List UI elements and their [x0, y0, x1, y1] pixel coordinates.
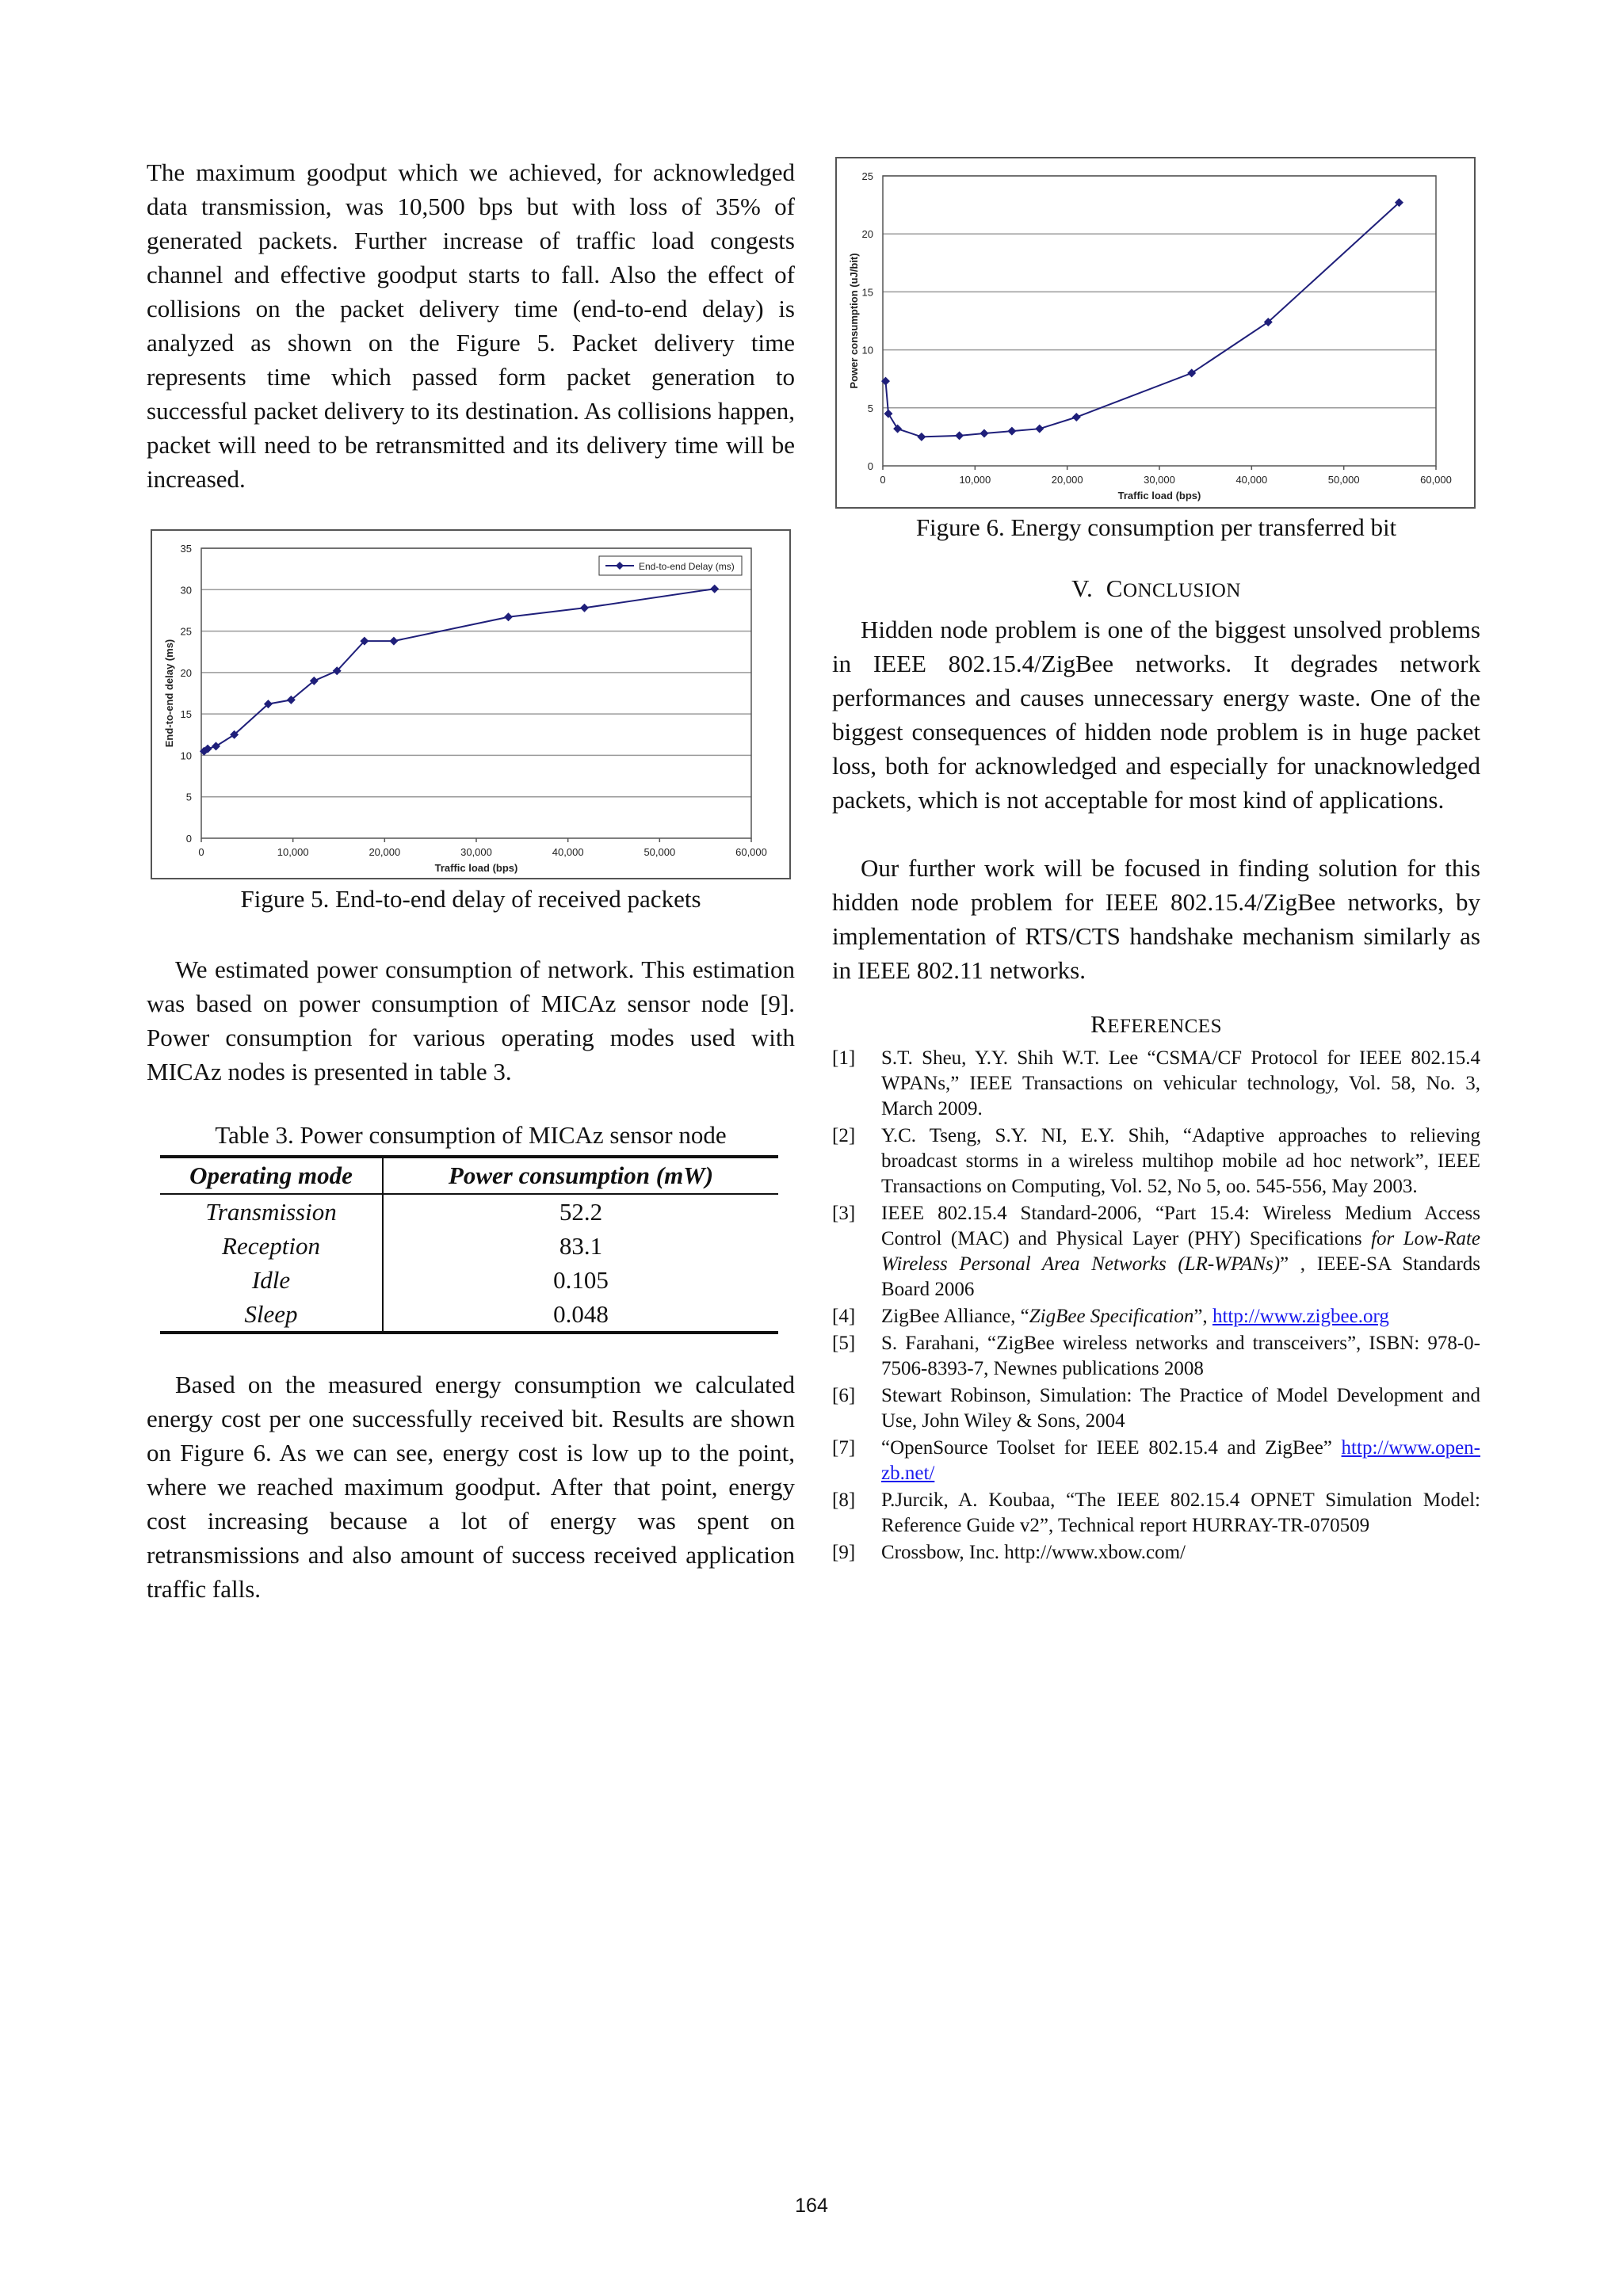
- y-tick-label: 5: [185, 791, 192, 803]
- data-point: [1007, 427, 1016, 436]
- x-tick-label: 50,000: [1327, 474, 1360, 486]
- data-point: [212, 742, 220, 750]
- conclusion-heading: V. CONCLUSION: [1071, 574, 1241, 602]
- x-tick-label: 40,000: [552, 846, 584, 858]
- figure-6-chart: [835, 157, 1476, 509]
- data-point: [1187, 368, 1196, 377]
- reference-item: [5] S. Farahani, “ZigBee wireless networks and transceivers”, ISBN: 978-0-7506-8393-7, Newnes publications 2008: [832, 1333, 1480, 1379]
- reference-item: [4] ZigBee Alliance, “ZigBee Specification”, http://www.zigbee.org: [832, 1306, 1389, 1327]
- figure-6-caption: Figure 6. Energy consumption per transferred bit: [915, 513, 1397, 541]
- table-cell-mode: Transmission: [160, 1194, 383, 1229]
- figure-5-chart: [151, 529, 791, 879]
- data-point: [1035, 425, 1044, 433]
- x-tick-label: 30,000: [460, 846, 492, 858]
- y-tick-label: 35: [180, 543, 192, 555]
- figure-5-caption: Figure 5. End-to-end delay of received packets: [240, 885, 701, 913]
- power-consumption-table: [160, 1155, 778, 1334]
- x-tick-label: 20,000: [369, 846, 401, 858]
- y-tick-label: 20: [180, 666, 192, 679]
- end-to-end-delay-chart: [152, 531, 789, 878]
- data-point: [955, 431, 964, 440]
- y-tick-label: 20: [861, 228, 873, 241]
- reference-item: [3] IEEE 802.15.4 Standard-2006, “Part 15.4: Wireless Medium Access Control (MAC) and Physical Layer (PHY) Specifications for Low-Rate Wireless Personal Area Networks (LR-WPANs)” , IEEE-SA Standards Board 2006: [832, 1203, 1480, 1300]
- x-tick-label: 0: [198, 846, 204, 858]
- reference-link-zigbee[interactable]: http://www.zigbee.org: [1212, 1306, 1389, 1327]
- table-cell-mode: Sleep: [160, 1297, 383, 1333]
- data-point: [1072, 413, 1081, 421]
- conclusion-paragraph-1: Hidden node problem is one of the biggest unsolved problems in IEEE 802.15.4/ZigBee networks. It degrades network performances and causes unnecessary energy waste. One of the biggest consequences of hidden node problem is in huge packet loss, both for acknowledged and especially for unacknowledged packets, which is not acceptable for most kind of applications.: [832, 616, 1480, 814]
- y-axis-label: Power consumption (uJ/bit): [848, 253, 860, 389]
- plot-area-frame: [201, 548, 751, 838]
- y-tick-label: 15: [861, 286, 873, 299]
- body-paragraph-3: Based on the measured energy consumption we calculated energy cost per one successfully received bit. Results are shown on Figure 6. As we can see, energy cost is low up to the point, where we reached maximum goodput. After that point, energy cost increasing because a lot of energy was spent on retransmissions and also amount of success received application traffic falls.: [147, 1371, 795, 1603]
- x-tick-label: 20,000: [1051, 474, 1083, 486]
- data-point: [389, 637, 398, 646]
- reference-item: [8] P.Jurcik, A. Koubaa, “The IEEE 802.15.4 OPNET Simulation Model: Reference Guide v2”, Technical report HURRAY-TR-070509: [832, 1489, 1480, 1536]
- y-tick-label: 25: [861, 170, 873, 182]
- plot-area-frame: [883, 176, 1436, 466]
- data-point: [580, 604, 589, 612]
- data-point: [504, 612, 513, 621]
- table-row: [160, 1229, 778, 1263]
- x-tick-label: 40,000: [1235, 474, 1268, 486]
- x-axis-label: Traffic load (bps): [1117, 490, 1201, 502]
- data-point: [980, 429, 988, 438]
- reference-item: [7] “OpenSource Toolset for IEEE 802.15.4 and ZigBee” http://www.open-zb.net/: [832, 1437, 1480, 1484]
- references-heading: REFERENCES: [1090, 1010, 1222, 1038]
- table-header-power: Power consumption (mW): [383, 1157, 778, 1194]
- body-paragraph-1: The maximum goodput which we achieved, for acknowledged data transmission, was 10,500 bps but with loss of 35% of generated packets. Further increase of traffic load congests channel and effective goodput starts to fall. Also the effect of collisions on the packet delivery time (end-to-end delay) is analyzed as shown on the Figure 5. Packet delivery time represents time which passed form packet generation to successful packet delivery to its destination. As collisions happen, packet will need to be retransmitted and its delivery time will be increased.: [147, 158, 795, 493]
- y-tick-label: 15: [180, 708, 192, 721]
- reference-item: [9] Crossbow, Inc. http://www.xbow.com/: [832, 1542, 1186, 1563]
- x-tick-label: 60,000: [735, 846, 767, 858]
- series-line: [204, 589, 715, 751]
- reference-item: [6] Stewart Robinson, Simulation: The Practice of Model Development and Use, John Wiley & Sons, 2004: [832, 1385, 1480, 1432]
- table-3-caption: Table 3. Power consumption of MICAz sensor node: [215, 1121, 727, 1149]
- body-paragraph-2: We estimated power consumption of network. This estimation was based on power consumption of MICAz sensor node [9]. Power consumption for various operating modes used with MICAz nodes is presented in table 3.: [147, 955, 795, 1085]
- y-tick-label: 10: [180, 749, 192, 762]
- y-tick-label: 25: [180, 625, 192, 638]
- x-tick-label: 10,000: [277, 846, 309, 858]
- energy-consumption-chart: [837, 158, 1474, 507]
- page-number: 164: [795, 2195, 828, 2217]
- table-row: [160, 1263, 778, 1297]
- table-cell-mode: Reception: [160, 1229, 383, 1263]
- x-tick-label: 50,000: [643, 846, 676, 858]
- table-row: [160, 1297, 778, 1333]
- x-axis-label: Traffic load (bps): [434, 862, 518, 874]
- y-tick-label: 5: [867, 402, 873, 414]
- y-tick-label: 10: [861, 344, 873, 357]
- reference-item: [2] Y.C. Tseng, S.Y. NI, E.Y. Shih, “Adaptive approaches to relieving broadcast storms in a wireless multihop mobile ad hoc network”, IEEE Transactions on Computing, Vol. 52, No 5, oo. 545-556, May 2003.: [832, 1125, 1480, 1197]
- x-tick-label: 0: [880, 474, 886, 486]
- table-cell-value: 52.2: [559, 1197, 603, 1226]
- table-cell-value: 0.105: [553, 1265, 609, 1294]
- data-point: [917, 433, 926, 441]
- data-point: [710, 585, 719, 593]
- table-row: [160, 1194, 778, 1229]
- y-axis-label: End-to-end delay (ms): [163, 639, 175, 748]
- data-point: [884, 410, 892, 418]
- table-cell-value: 83.1: [559, 1231, 603, 1260]
- conclusion-paragraph-2: Our further work will be focused in finding solution for this hidden node problem for IEEE 802.15.4/ZigBee networks, by implementation of RTS/CTS handshake mechanism similarly as in IEEE 802.11 networks.: [832, 854, 1480, 984]
- data-point: [893, 425, 902, 433]
- x-tick-label: 10,000: [959, 474, 991, 486]
- table-cell-value: 0.048: [383, 1297, 778, 1333]
- legend-label: End-to-end Delay (ms): [639, 561, 735, 572]
- table-cell-mode: Idle: [160, 1263, 383, 1297]
- y-tick-label: 0: [867, 460, 873, 472]
- y-tick-label: 30: [180, 584, 192, 597]
- series-line: [886, 203, 1400, 437]
- y-tick-label: 0: [185, 833, 192, 845]
- reference-link-open-zb[interactable]: http://www.open-zb.net/: [881, 1437, 1480, 1484]
- x-tick-label: 60,000: [1420, 474, 1452, 486]
- x-tick-label: 30,000: [1144, 474, 1175, 486]
- references-list: [832, 1046, 1480, 1567]
- reference-item: [1] S.T. Sheu, Y.Y. Shih W.T. Lee “CSMA/CF Protocol for IEEE 802.15.4 WPANs,” IEEE Transactions on vehicular technology, Vol. 58, No. 3, March 2009.: [832, 1047, 1480, 1119]
- table-header-mode: Operating mode: [160, 1157, 383, 1194]
